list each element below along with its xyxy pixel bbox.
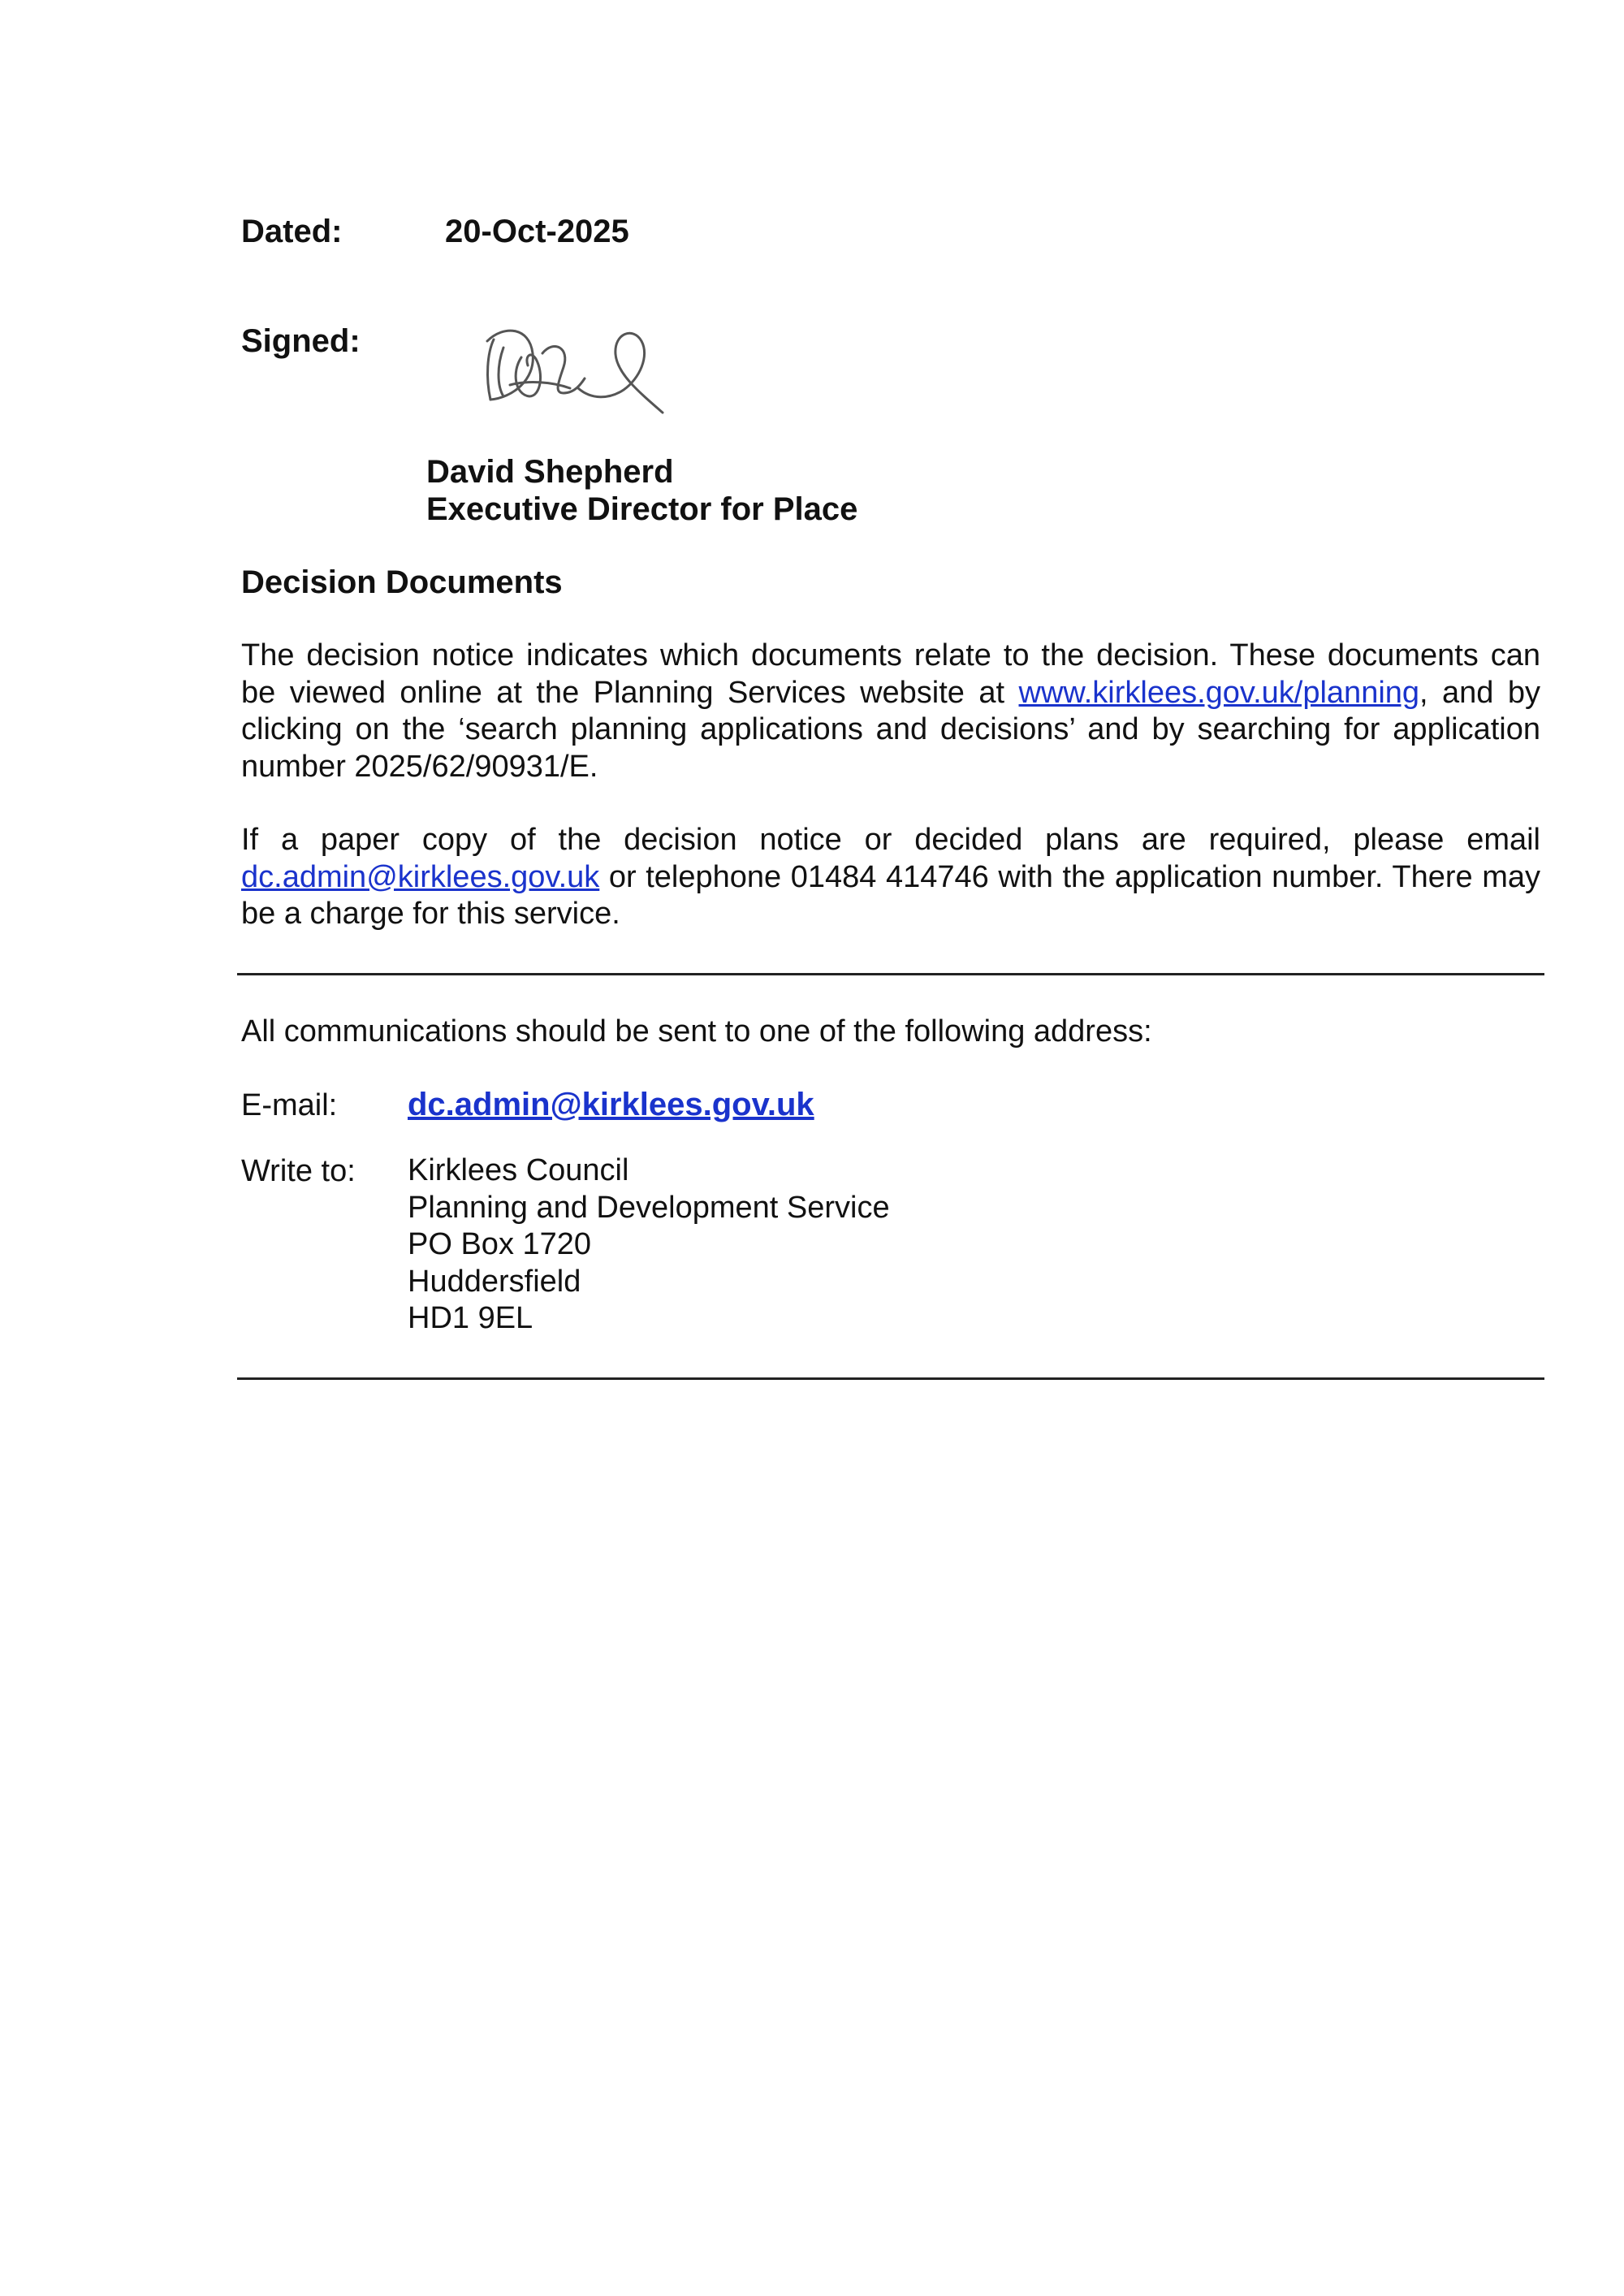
para1-text-start: The decision notice indicates which documents relate to the decision. These documents can be viewed online at the Planning Services website at — [241, 638, 1540, 710]
dated-label: Dated: — [241, 214, 343, 249]
email-label: E-mail: — [241, 1088, 338, 1122]
postal-address — [408, 1152, 890, 1338]
para2-text-end: or telephone 01484 414746 with the application number. There may be a charge for this service. — [241, 859, 1540, 931]
para2-text-start: If a paper copy of the decision notice or decided plans are required, please email — [241, 823, 1540, 857]
contact-email-link[interactable]: dc.admin@kirklees.gov.uk — [408, 1087, 814, 1122]
decision-documents-heading: Decision Documents — [241, 564, 563, 600]
paper-copy-paragraph — [241, 822, 1540, 933]
address-line: Kirklees Council — [408, 1153, 629, 1187]
signatory-name: David Shepherd — [426, 454, 674, 490]
divider-top — [237, 973, 1544, 975]
decision-documents-paragraph — [241, 638, 1540, 785]
address-line: Huddersfield — [408, 1264, 581, 1299]
contact-intro: All communications should be sent to one of the following address: — [241, 1014, 1152, 1049]
address-line: HD1 9EL — [408, 1301, 533, 1335]
planning-website-link[interactable]: www.kirklees.gov.uk/planning — [1018, 675, 1420, 710]
address-line: PO Box 1720 — [408, 1227, 592, 1261]
divider-bottom — [237, 1377, 1544, 1380]
para1-text-end: , and by clicking on the ‘search planning applications and decisions’ and by searching for application number 2025/62/90931/E. — [241, 675, 1540, 784]
address-line: Planning and Development Service — [408, 1190, 890, 1225]
signature-icon — [479, 309, 690, 418]
signed-label: Signed: — [241, 323, 361, 359]
write-to-label: Write to: — [241, 1154, 356, 1188]
dated-value: 20-Oct-2025 — [445, 214, 629, 249]
email-link-inline[interactable]: dc.admin@kirklees.gov.uk — [241, 859, 600, 894]
signatory-title: Executive Director for Place — [426, 491, 858, 527]
